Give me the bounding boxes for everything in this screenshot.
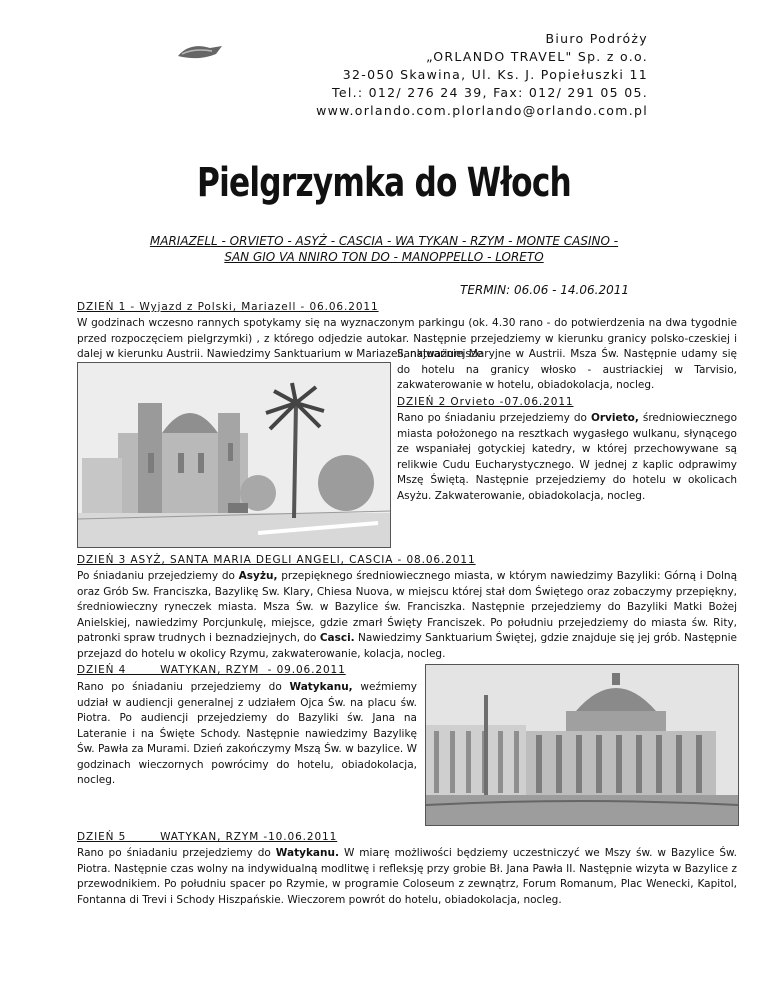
day3-text-part: Nawiedzimy Sanktuarium Świętej, gdzie znajduje się jej grób. Następnie przejazd do hotelu w okolicy Rzymu, zakwaterowanie, kolacja, nocleg.	[77, 632, 737, 660]
page-title: Pielgrzymka do Włoch	[197, 160, 571, 206]
day5-place: Watykanu.	[275, 847, 339, 859]
logo	[176, 40, 224, 64]
day4-text-part: weźmiemy udział w audiencji generalnej z udziałem Ojca Św. na placu św. Piotra. Po audiencji przejedziemy do Bazyliki św. Jana na Lateranie i na Święte Schody. Następnie nawiedzimy Bazylikę Św. Pawła za Murami. Dzień zakończymy Mszą Św. w bazylice. W godzinach wieczornych powrócimy do hotelu, obiadokolacja, nocleg.	[77, 681, 417, 786]
route-line-1: MARIAZELL - ORVIETO - ASYŻ - CASCIA - WA TYKAN - RZYM - MONTE CASINO -	[149, 234, 619, 248]
day3-heading: DZIEŃ 3 ASYŻ, SANTA MARIA DEGLI ANGELI, CASCIA - 08.06.2011	[77, 554, 476, 566]
st-peters-photo	[425, 664, 739, 826]
day5-text	[77, 846, 737, 908]
day2-text-part: Rano po śniadaniu przejedziemy do	[397, 412, 591, 424]
day3-text-part: przepięknego średniowiecznego miasta, w którym nawiedzimy Bazyliki: Górną i Dolną oraz Grób Sw. Franciszka, Bazylikę Sw. Klary, Chiesa Nuova, w miejscu której stał dom Świętego oraz zobaczymy przepiękny, średniowieczny ryneczek miasta. Msza Św. w Bazylice św. Franciszka. Następnie przejedziemy do Bazyliki Matki Bożej Anielskiej, nawiedzimy Porcjunkulę, miejsce, gdzie zmarł Święty Franciszek. Po południu przejedziemy do miasta św. Rity, patronki spraw trudnych i beznadziejnych, do	[77, 570, 737, 644]
cathedral-photo	[77, 362, 391, 548]
day4-place: Watykanu,	[289, 681, 353, 693]
day1-text: W godzinach wczesno rannych spotykamy się na wyznaczonym parkingu (ok. 4.30 rano - do potwierdzenia na dwa tygodnie przed rozpoczęciem pielgrzymki) , z którego odjedzie autokar. Następnie przejedziemy w kierunku granicy polsko-czeskiej i dalej w kierunku Austrii. Nawiedzimy Sanktuarium w Mariazell, najważniejsze	[77, 317, 737, 360]
day2-text-part: średniowiecznego miasta położonego na resztkach wygasłego wulkanu, słynącego ze wspaniałej gotyckiej katedry, w której przechowywane są relikwie Cudu Eucharystycznego. W jednej z kaplic odprawimy Mszę Świętą. Następnie przejedziemy do hotelu w okolicach Asyżu. Zakwaterowanie, obiadokolacja, nocleg.	[397, 412, 738, 502]
day3-place: Casci.	[319, 632, 355, 644]
day3-text-part: Po śniadaniu przejedziemy do	[77, 570, 239, 582]
day5-text-part: Rano po śniadaniu przejedziemy do	[77, 847, 276, 859]
day2-text	[397, 411, 737, 504]
agency-name: Biuro Podróży	[545, 31, 648, 46]
agency-header	[316, 30, 648, 120]
day4-heading: DZIEŃ 4 WATYKAN, RZYM - 09.06.2011	[77, 664, 346, 676]
trip-dates: TERMIN: 06.06 - 14.06.2011	[460, 283, 629, 297]
company-name: „ORLANDO TRAVEL" Sp. z o.o.	[426, 49, 648, 64]
route-line-2: SAN GIO VA NNIRO TON DO - MANOPPELLO - LORETO	[224, 250, 544, 264]
phone-fax: Tel.: 012/ 276 24 39, Fax: 012/ 291 05 05.	[332, 85, 648, 100]
day1-heading: DZIEŃ 1 - Wyjazd z Polski, Mariazell - 06.06.2011	[77, 301, 379, 313]
day2-heading: DZIEŃ 2 Orvieto -07.06.2011	[397, 396, 574, 408]
day4-text	[77, 680, 417, 789]
web-email: www.orlando.com.plorlando@orlando.com.pl	[316, 103, 648, 118]
day4-text-part: Rano po śniadaniu przejedziemy do	[77, 681, 290, 693]
day1-text-continued: Sanktuarium Maryjne w Austrii. Msza Św. Następnie udamy się do hotelu na granicy włosko - austriackiej w Tarvisio, zakwaterowanie w hotelu, obiadokolacja, nocleg.	[397, 348, 737, 391]
day3-text	[77, 569, 737, 662]
day5-text-part: W miarę możliwości będziemy uczestniczyć we Mszy św. w Bazylice Św. Piotra. Następnie czas wolny na indywidualną modlitwę i refleksję przy grobie Bł. Jana Pawła II. Następnie wizyta w Bazylice z przewodnikiem. Po południu spacer po Rzymie, w programie Coloseum z zewnątrz, Forum Romanum, Plac Wenecki, Kapitol, Fontanna di Trevi i Schody Hiszpańskie. Wieczorem powrót do hotelu, obiadokolacja, nocleg.	[77, 847, 737, 906]
day3-place: Asyżu,	[238, 570, 278, 582]
address: 32-050 Skawina, Ul. Ks. J. Popiełuszki 11	[342, 67, 648, 82]
day2-place: Orvieto,	[590, 412, 639, 424]
day5-heading: DZIEŃ 5 WATYKAN, RZYM -10.06.2011	[77, 831, 338, 843]
